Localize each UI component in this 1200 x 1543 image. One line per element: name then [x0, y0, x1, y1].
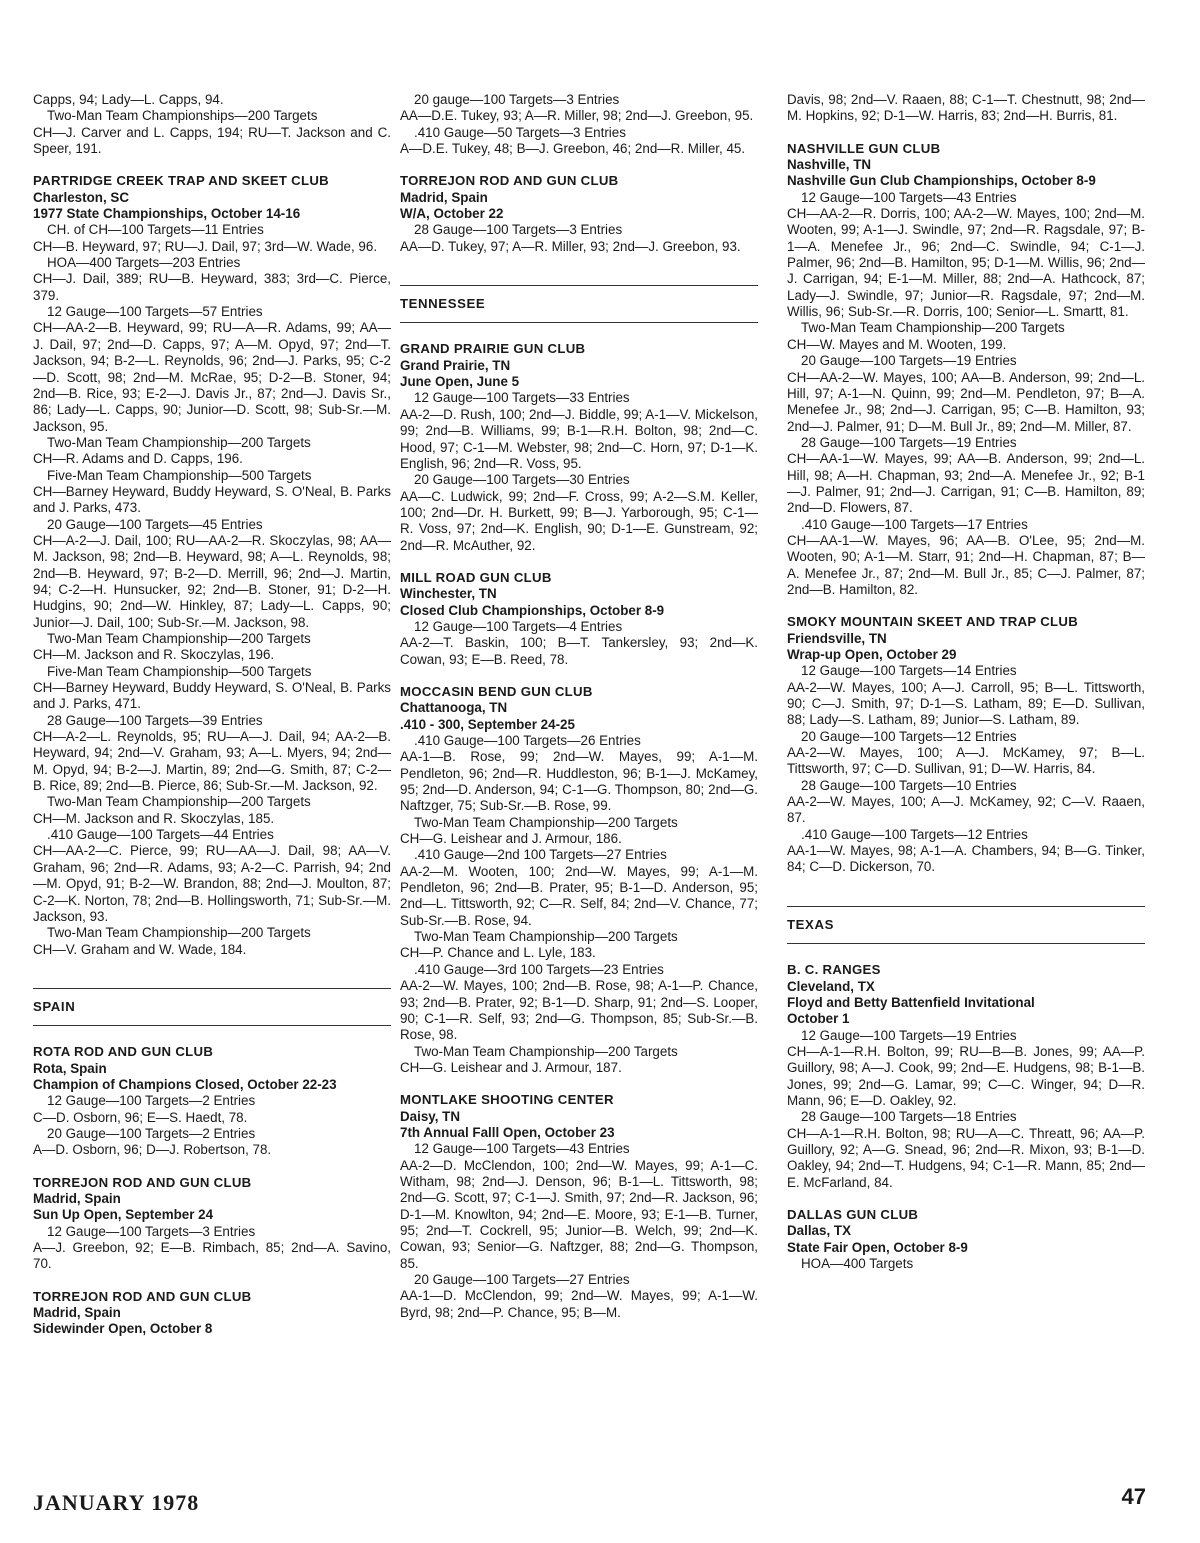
results-text: AA—C. Ludwick, 99; 2nd—F. Cross, 99; A-2—S.M. Keller, 100; 2nd—Dr. H. Burkett, 99; B—J. Yarborough, 95; C-1—R. Voss, 97; 2nd—K. English, 90; D-1—E. Gunstream, 92; 2nd—R. McAuther, 92. [400, 488, 758, 553]
results-text: Capps, 94; Lady—L. Capps, 94. [33, 92, 224, 107]
section-rule-bottom [400, 322, 758, 323]
results-text: CH—Barney Heyward, Buddy Heyward, S. O'Neal, B. Parks and J. Parks, 471. [33, 680, 391, 712]
event-heading: .410 Gauge—3rd 100 Targets—23 Entries [414, 961, 664, 977]
event-info: Winchester, TN [400, 586, 497, 602]
state-section-header [33, 988, 391, 1026]
results-text: CH—A-2—J. Dail, 100; RU—AA-2—R. Skoczylas, 98; AA—M. Jackson, 98; 2nd—B. Heyward, 98; A—L. Reynolds, 98; 2nd—B. Heyward, 97; B-2—D. Merrill, 96; 2nd—J. Martin, 94; C-2—H. Hunsucker, 92; 2nd—B. Stoner, 91; D-2—H. Hudgins, 90; 2nd—W. Hinkley, 87; Lady—L. Capps, 90; Junior—J. Dail, 100; Sub-Sr.—M. Jackson, 98. [33, 532, 391, 630]
column-1 [33, 92, 391, 1338]
event-info: Closed Club Championships, October 8-9 [400, 602, 665, 618]
results-text: AA-2—W. Mayes, 100; 2nd—B. Rose, 98; A-1—P. Chance, 93; 2nd—B. Prater, 92; B-1—D. Sharp, 91; 2nd—S. Looper, 90; C-1—R. Self, 93; 2nd—G. Thompson, 85; Sub-Sr.—B. Rose, 98. [400, 978, 758, 1043]
event-info: Floyd and Betty Battenfield Invitational [787, 994, 1035, 1010]
club-name: NASHVILLE GUN CLUB [787, 140, 941, 156]
state-section-header [787, 906, 1145, 944]
event-heading: 12 Gauge—100 Targets—2 Entries [47, 1093, 256, 1109]
event-info: 7th Annual Falll Open, October 23 [400, 1124, 615, 1140]
results-text: AA-2—M. Wooten, 100; 2nd—W. Mayes, 99; A-1—M. Pendleton, 96; 2nd—B. Prater, 95; B-1—D. Anderson, 95; 2nd—L. Tittsworth, 92; C—R. Self, 84; 2nd—V. Chance, 77; Sub-Sr.—B. Rose, 94. [400, 863, 758, 928]
event-heading: HOA—400 Targets—203 Entries [47, 255, 241, 271]
results-text: AA-2—D. Rush, 100; 2nd—J. Biddle, 99; A-1—V. Mickelson, 99; 2nd—B. Williams, 99; B-1—R.H. Bolton, 98; 2nd—C. Hood, 97; C-1—M. Webster, 98; 2nd—C. Horn, 97; D-1—K. English, 96; 2nd—R. Voss, 95. [400, 406, 758, 471]
column-3 [787, 92, 1145, 1272]
results-text: CH—G. Leishear and J. Armour, 186. [400, 831, 622, 847]
results-text: CH—AA-2—B. Heyward, 99; RU—A—R. Adams, 99; AA—J. Dail, 97; 2nd—D. Capps, 97; A—M. Opyd, 97; 2nd—T. Jackson, 94; B-2—L. Reynolds, 96; 2nd—J. Parks, 95; C-2—D. Scott, 98; 2nd—M. McRae, 95; D-2—B. Stoner, 94; 2nd—B. Rice, 93; E-2—J. Davis Jr., 87; 2nd—J. Davis Sr., 86; Lady—L. Capps, 90; Junior—D. Scott, 98; Sub-Sr.—M. Jackson, 95. [33, 320, 391, 434]
event-info: Champion of Champions Closed, October 22-23 [33, 1076, 337, 1092]
results-text: AA—D. Tukey, 97; A—R. Miller, 93; 2nd—J. Greebon, 93. [400, 238, 741, 254]
event-heading: .410 Gauge—100 Targets—17 Entries [801, 516, 1028, 532]
results-text: A—D.E. Tukey, 48; B—J. Greebon, 46; 2nd—R. Miller, 45. [400, 141, 746, 157]
results-text: CH—R. Adams and D. Capps, 196. [33, 451, 243, 467]
event-info: .410 - 300, September 24-25 [400, 716, 575, 732]
event-heading: 20 Gauge—100 Targets—12 Entries [801, 728, 1017, 744]
results-text: AA-2—T. Baskin, 100; B—T. Tankersley, 93; 2nd—K. Cowan, 93; E—B. Reed, 78. [400, 635, 758, 667]
club-name: SMOKY MOUNTAIN SKEET AND TRAP CLUB [787, 614, 1079, 630]
issue-date: JANUARY 1978 [33, 1490, 200, 1515]
results-text: AA-2—W. Mayes, 100; A—J. McKamey, 92; C—V. Raaen, 87. [787, 794, 1145, 826]
results-text: AA-2—W. Mayes, 100; A—J. Carroll, 95; B—L. Tittsworth, 90; C—J. Smith, 97; D-1—S. Latham, 89; E—D. Sullivan, 88; Lady—S. Latham, 89; Junior—S. Latham, 89. [787, 679, 1145, 728]
event-heading: .410 Gauge—2nd 100 Targets—27 Entries [414, 847, 667, 863]
event-info: Nashville Gun Club Championships, October 8-9 [787, 173, 1096, 189]
event-info: 1977 State Championships, October 14-16 [33, 206, 301, 222]
club-name: PARTRIDGE CREEK TRAP AND SKEET CLUB [33, 173, 329, 189]
event-info: October 1 [787, 1011, 850, 1027]
event-info: Daisy, TN [400, 1108, 461, 1124]
results-text: CH—G. Leishear and J. Armour, 187. [400, 1059, 622, 1075]
results-text: CH—Barney Heyward, Buddy Heyward, S. O'Neal, B. Parks and J. Parks, 473. [33, 483, 391, 516]
event-heading: 12 Gauge—100 Targets—43 Entries [801, 189, 1017, 205]
club-name: TORREJON ROD AND GUN CLUB [33, 1288, 252, 1304]
state-name: SPAIN [33, 998, 76, 1014]
results-text: CH—AA-2—R. Dorris, 100; AA-2—W. Mayes, 100; 2nd—M. Wooten, 99; A-1—J. Swindle, 97; 2nd—R. Ragsdale, 97; B-1—A. Menefee Jr., 96; 2nd—C. Swindle, 94; C-1—J. Palmer, 96; 2nd—B. Hamilton, 95; D-1—M. Willis, 96; 2nd—J. Carrigan, 94; E-1—M. Miller, 88; 2nd—A. Hathcock, 87; Lady—J. Swindle, 97; Junior—R. Ragsdale, 97; 2nd—M. Willis, 96; Sub-Sr.—R. Dorris, 100; Senior—L. Smartt, 81. [787, 206, 1145, 320]
club-name: TORREJON ROD AND GUN CLUB [33, 1174, 252, 1190]
state-name: TENNESSEE [400, 296, 486, 312]
event-heading: 12 Gauge—100 Targets—57 Entries [47, 304, 263, 320]
event-heading: 28 Gauge—100 Targets—18 Entries [801, 1109, 1017, 1125]
results-text: AA-2—W. Mayes, 100; A—J. McKamey, 97; B—L. Tittsworth, 97; C—D. Sullivan, 91; D—W. Harris, 84. [787, 745, 1145, 777]
results-text: CH—AA-1—W. Mayes, 96; AA—B. O'Lee, 95; 2nd—M. Wooten, 90; A-1—M. Starr, 91; 2nd—H. Chapman, 87; B—A. Menefee Jr., 87; 2nd—M. Bull Jr., 85; C—J. Palmer, 87; 2nd—B. Hamilton, 82. [787, 532, 1145, 597]
results-text: CH—J. Dail, 389; RU—B. Heyward, 383; 3rd—C. Pierce, 379. [33, 271, 391, 303]
event-heading: Two-Man Team Championships—200 Targets [47, 108, 318, 124]
event-heading: Two-Man Team Championship—200 Targets [801, 320, 1065, 336]
event-heading: Two-Man Team Championship—200 Targets [414, 1043, 678, 1059]
event-info: June Open, June 5 [400, 374, 520, 390]
event-info: Madrid, Spain [33, 1190, 121, 1206]
club-name: B. C. RANGES [787, 962, 881, 978]
results-text: CH—W. Mayes and M. Wooten, 199. [787, 336, 1007, 352]
event-info: Sun Up Open, September 24 [33, 1207, 214, 1223]
event-heading: 20 gauge—100 Targets—3 Entries [414, 92, 620, 107]
event-heading: .410 Gauge—50 Targets—3 Entries [414, 124, 626, 140]
event-heading: 12 Gauge—100 Targets—33 Entries [414, 390, 630, 406]
results-text: AA-1—B. Rose, 99; 2nd—W. Mayes, 99; A-1—M. Pendleton, 96; 2nd—R. Huddleston, 96; B-1—J. McKamey, 95; 2nd—D. Anderson, 94; C-1—G. Thompson, 80; 2nd—G. Naftzger, 75; Sub-Sr.—B. Rose, 99. [400, 749, 758, 814]
event-heading: .410 Gauge—100 Targets—44 Entries [47, 827, 274, 843]
state-name: TEXAS [787, 916, 834, 932]
event-info: Friendsville, TN [787, 630, 887, 646]
event-info: Cleveland, TX [787, 978, 875, 994]
event-heading: 12 Gauge—100 Targets—3 Entries [47, 1223, 256, 1239]
event-heading: Two-Man Team Championship—200 Targets [47, 631, 311, 646]
event-heading: 28 Gauge—100 Targets—39 Entries [47, 712, 263, 728]
results-text: CH—M. Jackson and R. Skoczylas, 185. [33, 810, 275, 826]
event-heading: 28 Gauge—100 Targets—10 Entries [801, 777, 1017, 793]
event-heading: 12 Gauge—100 Targets—4 Entries [414, 618, 623, 634]
event-heading: 28 Gauge—100 Targets—3 Entries [414, 222, 623, 238]
results-text: CH—AA-2—W. Mayes, 100; AA—B. Anderson, 99; 2nd—L. Hill, 97; A-1—N. Quinn, 99; 2nd—M. Pendleton, 97; B—A. Menefee Jr., 98; 2nd—J. Carrigan, 95; C—B. Hamilton, 93; 2nd—J. Palmer, 91; D—M. Bull Jr., 89; 2nd—M. Miller, 87. [787, 369, 1145, 434]
event-heading: Five-Man Team Championship—500 Targets [47, 663, 312, 679]
state-section-header [400, 285, 758, 323]
event-heading: Five-Man Team Championship—500 Targets [47, 467, 312, 483]
results-text: AA-1—W. Mayes, 98; A-1—A. Chambers, 94; B—G. Tinker, 84; C—D. Dickerson, 70. [787, 843, 1145, 875]
event-heading: HOA—400 Targets [801, 1256, 914, 1271]
club-name: MOCCASIN BEND GUN CLUB [400, 683, 593, 699]
event-info: Wrap-up Open, October 29 [787, 647, 957, 662]
club-name: GRAND PRAIRIE GUN CLUB [400, 341, 586, 357]
results-text: CH—M. Jackson and R. Skoczylas, 196. [33, 647, 275, 663]
event-heading: .410 Gauge—100 Targets—12 Entries [801, 826, 1028, 842]
section-rule-bottom [33, 1025, 391, 1026]
event-heading: 12 Gauge—100 Targets—43 Entries [414, 1141, 630, 1157]
event-heading: Two-Man Team Championship—200 Targets [47, 434, 311, 450]
event-heading: Two-Man Team Championship—200 Targets [47, 925, 311, 941]
results-text: AA-2—D. McClendon, 100; 2nd—W. Mayes, 99; A-1—C. Witham, 98; 2nd—J. Denson, 96; B-1—L. Tittsworth, 98; 2nd—G. Scott, 97; C-1—J. Smith, 97; 2nd—R. Jackson, 96; D-1—M. Knowlton, 94; 2nd—E. Moore, 93; E-1—B. Turner, 95; 2nd—T. Cockrell, 95; Junior—B. Welch, 99; 2nd—K. Cowan, 93; Senior—G. Naftzger, 88; 2nd—G. Thompson, 85. [400, 1157, 758, 1271]
event-heading: 28 Gauge—100 Targets—19 Entries [801, 434, 1017, 450]
event-info: Grand Prairie, TN [400, 357, 511, 373]
results-text: A—D. Osborn, 96; D—J. Robertson, 78. [33, 1142, 272, 1158]
event-heading: 20 Gauge—100 Targets—30 Entries [414, 472, 630, 488]
results-text: Davis, 98; 2nd—V. Raaen, 88; C-1—T. Chestnutt, 98; 2nd—M. Hopkins, 92; D-1—W. Harris, 83; 2nd—H. Burris, 81. [787, 92, 1145, 124]
results-text: CH—AA-1—W. Mayes, 99; AA—B. Anderson, 99; 2nd—L. Hill, 98; A—H. Chapman, 93; 2nd—A. Menefee Jr., 92; B-1—J. Palmer, 91; 2nd—J. Carrigan, 91; C—B. Hamilton, 89; 2nd—D. Flowers, 87. [787, 451, 1145, 516]
results-text: CH—AA-2—C. Pierce, 99; RU—AA—J. Dail, 98; AA—V. Graham, 96; 2nd—R. Adams, 93; A-2—C. Parrish, 94; 2nd—M. Opyd, 91; B-2—W. Brandon, 88; 2nd—J. Moulton, 87; C-2—K. Norton, 78; 2nd—B. Hollingsworth, 71; Sub-Sr.—M. Jackson, 93. [33, 843, 391, 924]
event-info: Rota, Spain [33, 1060, 107, 1076]
column-2 [400, 92, 758, 1321]
event-info: Charleston, SC [33, 189, 129, 205]
results-text: AA—D.E. Tukey, 93; A—R. Miller, 98; 2nd—J. Greebon, 95. [400, 108, 754, 124]
club-name: MONTLAKE SHOOTING CENTER [400, 1092, 614, 1108]
event-info: W/A, October 22 [400, 206, 504, 222]
results-text: CH—A-2—L. Reynolds, 95; RU—A—J. Dail, 94; AA-2—B. Heyward, 94; 2nd—V. Graham, 93; A—L. Myers, 94; 2nd—M. Opyd, 94; B-2—J. Martin, 89; 2nd—G. Smith, 87; C-2—B. Rice, 89; 2nd—B. Pierce, 86; Sub-Sr.—M. Jackson, 92. [33, 729, 391, 794]
event-heading: Two-Man Team Championship—200 Targets [47, 794, 311, 810]
event-heading: 20 Gauge—100 Targets—27 Entries [414, 1272, 630, 1287]
results-text: CH—A-1—R.H. Bolton, 99; RU—B—B. Jones, 99; AA—P. Guillory, 98; A—J. Cook, 99; 2nd—E. Hudgens, 98; B-1—B. Jones, 99; 2nd—G. Lamar, 99; C—C. Winger, 94; D—R. Mann, 96; E—D. Oakley, 92. [787, 1043, 1145, 1108]
event-heading: Two-Man Team Championship—200 Targets [414, 814, 678, 830]
page-number: 47 [1121, 1484, 1146, 1509]
event-heading: 20 Gauge—100 Targets—2 Entries [47, 1125, 256, 1141]
event-info: Madrid, Spain [33, 1305, 121, 1321]
section-rule-bottom [787, 943, 1145, 944]
event-heading: .410 Gauge—100 Targets—26 Entries [414, 733, 641, 748]
event-info: Madrid, Spain [400, 189, 488, 205]
results-text: CH—V. Graham and W. Wade, 184. [33, 941, 247, 957]
event-info: Sidewinder Open, October 8 [33, 1321, 213, 1337]
results-text: CH—P. Chance and L. Lyle, 183. [400, 945, 596, 961]
results-text: C—D. Osborn, 96; E—S. Haedt, 78. [33, 1109, 248, 1125]
results-text: A—J. Greebon, 92; E—B. Rimbach, 85; 2nd—A. Savino, 70. [33, 1240, 391, 1272]
event-info: Dallas, TX [787, 1223, 852, 1239]
event-info: Chattanooga, TN [400, 700, 508, 716]
event-heading: 12 Gauge—100 Targets—19 Entries [801, 1027, 1017, 1043]
results-text: CH—A-1—R.H. Bolton, 98; RU—A—C. Threatt, 96; AA—P. Guillory, 92; A—G. Snead, 96; 2nd—R. Mixon, 93; B-1—D. Oakley, 94; 2nd—T. Hudgens, 94; C-1—R. Mann, 85; 2nd—E. McFarland, 84. [787, 1125, 1145, 1190]
results-text: CH—J. Carver and L. Capps, 194; RU—T. Jackson and C. Speer, 191. [33, 124, 391, 157]
event-info: Nashville, TN [787, 157, 872, 173]
event-info: State Fair Open, October 8-9 [787, 1239, 968, 1255]
event-heading: Two-Man Team Championship—200 Targets [414, 929, 678, 945]
event-heading: 20 Gauge—100 Targets—19 Entries [801, 353, 1017, 369]
club-name: DALLAS GUN CLUB [787, 1206, 919, 1222]
club-name: ROTA ROD AND GUN CLUB [33, 1044, 214, 1060]
results-text: AA-1—D. McClendon, 99; 2nd—W. Mayes, 99; A-1—W. Byrd, 98; 2nd—P. Chance, 95; B—M. [400, 1288, 758, 1320]
club-name: MILL ROAD GUN CLUB [400, 569, 552, 585]
event-heading: 20 Gauge—100 Targets—45 Entries [47, 516, 263, 532]
event-heading: 12 Gauge—100 Targets—14 Entries [801, 663, 1017, 679]
event-heading: CH. of CH—100 Targets—11 Entries [47, 222, 264, 238]
results-text: CH—B. Heyward, 97; RU—J. Dail, 97; 3rd—W. Wade, 96. [33, 238, 378, 254]
club-name: TORREJON ROD AND GUN CLUB [400, 173, 619, 189]
